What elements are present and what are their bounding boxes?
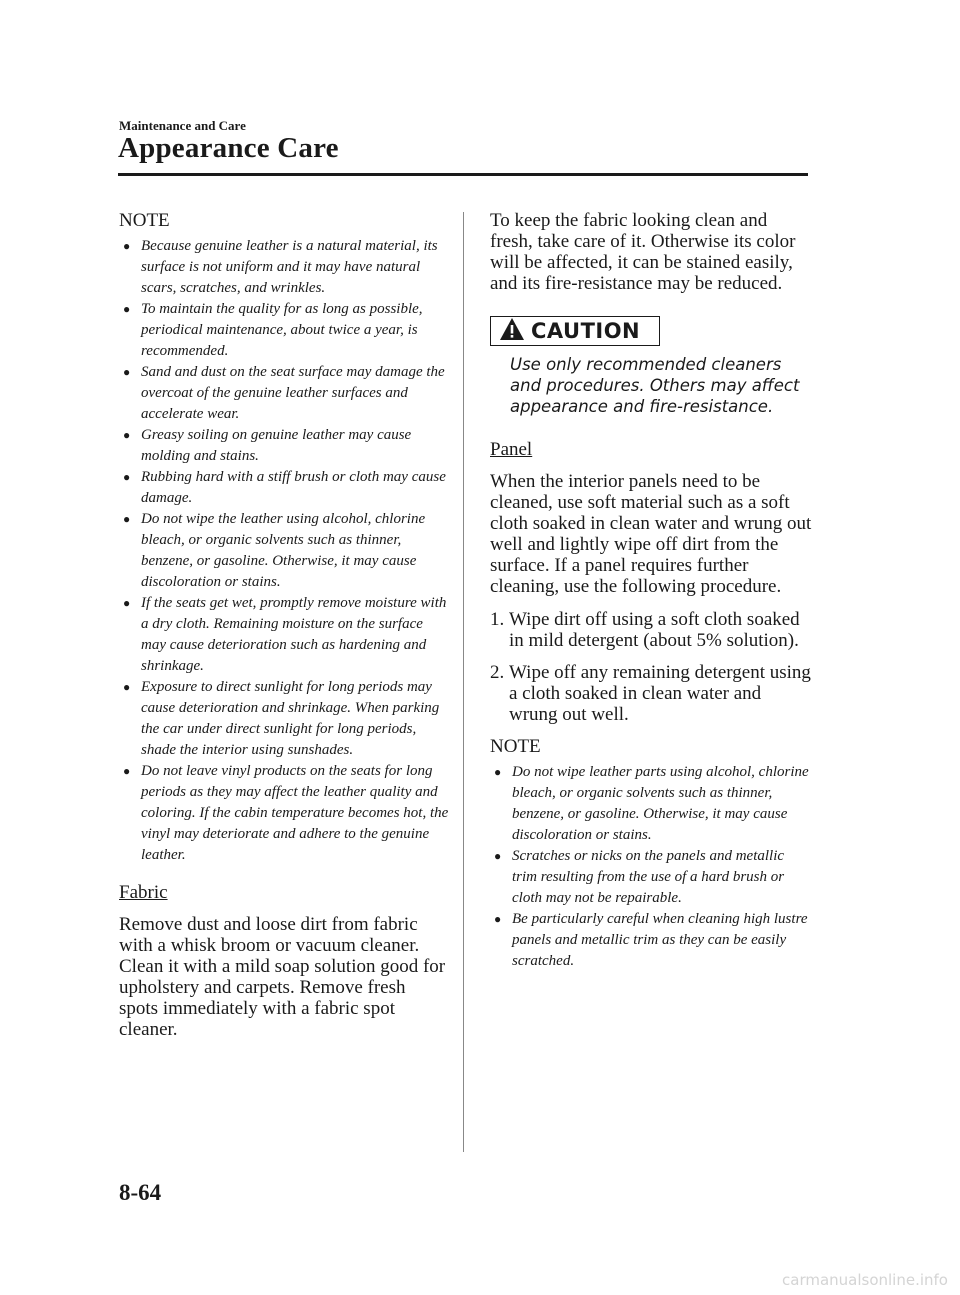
page-title: Appearance Care: [118, 132, 339, 164]
list-item: ● Be particularly careful when cleaning high lustre panels and metallic trim as they can be easily scratched.: [494, 911, 808, 969]
footer-url: carmanualsonline.info: [782, 1271, 948, 1289]
column-divider: [463, 212, 464, 1152]
note-heading: NOTE: [119, 210, 170, 231]
caution-text: Use only recommended cleaners and procedures. Others may affect appearance and fire-resistance.: [510, 355, 800, 416]
bullet-icon: ●: [123, 428, 131, 442]
list-item: ● Rubbing hard with a stiff brush or cloth may cause damage.: [123, 469, 446, 506]
caution-box: [490, 316, 660, 346]
panel-heading: Panel: [490, 439, 533, 460]
left-column: [119, 210, 449, 1040]
list-item: 1. Wipe dirt off using a soft cloth soaked in mild detergent (about 5% solution).: [490, 609, 800, 651]
bullet-icon: ●: [123, 239, 131, 253]
panel-note-list: [490, 762, 812, 972]
bullet-icon: ●: [123, 470, 131, 484]
caution-label: CAUTION: [531, 319, 641, 343]
bullet-icon: ●: [123, 512, 131, 526]
warning-icon: [499, 317, 525, 346]
panel-steps: [490, 609, 812, 725]
list-item: ● Do not wipe the leather using alcohol, chlorine bleach, or organic solvents such as thinner, benzene, or gasoline. Otherwise, it may cause discoloration or stains.: [123, 511, 426, 590]
bullet-icon: ●: [494, 912, 502, 926]
list-item: ● Sand and dust on the seat surface may damage the overcoat of the genuine leather surfaces and accelerate wear.: [123, 364, 445, 422]
list-item: ● If the seats get wet, promptly remove moisture with a dry cloth. Remaining moisture on the surface may cause deterioration such as hardening and shrinkage.: [123, 595, 447, 674]
list-item: ● Because genuine leather is a natural material, its surface is not uniform and it may have natural scars, scratches, and wrinkles.: [123, 238, 438, 296]
bullet-icon: ●: [123, 596, 131, 610]
leather-note-list: [119, 236, 449, 866]
list-item: ● Greasy soiling on genuine leather may cause molding and stains.: [123, 427, 412, 464]
bullet-icon: ●: [123, 680, 131, 694]
list-item: 2. Wipe off any remaining detergent using a cloth soaked in clean water and wrung out well.: [490, 662, 811, 725]
fabric-text: Remove dust and loose dirt from fabric with a whisk broom or vacuum cleaner. Clean it with a mild soap solution good for upholstery and carpets. Remove fresh spots immediately with a fabric spot cleaner.: [119, 914, 446, 1040]
page-number: 8-64: [119, 1180, 162, 1205]
right-column: [490, 210, 812, 972]
fabric-heading: Fabric: [119, 882, 168, 903]
title-rule: [118, 173, 808, 176]
bullet-icon: ●: [494, 765, 502, 779]
section-label: Maintenance and Care: [119, 118, 246, 133]
list-item: ● Do not leave vinyl products on the seats for long periods as they may affect the leather quality and coloring. If the cabin temperature becomes hot, the vinyl may deteriorate and adhere to the genuine leather.: [123, 763, 449, 863]
list-item: ● To maintain the quality for as long as possible, periodical maintenance, about twice a year, is recommended.: [123, 301, 423, 359]
list-item: ● Do not wipe leather parts using alcohol, chlorine bleach, or organic solvents such as thinner, benzene, or gasoline. Otherwise, it may cause discoloration or stains.: [494, 764, 809, 843]
list-item: ● Scratches or nicks on the panels and metallic trim resulting from the use of a hard brush or cloth may not be repairable.: [494, 848, 785, 906]
bullet-icon: ●: [123, 365, 131, 379]
note-heading: NOTE: [490, 736, 541, 757]
list-item: ● Exposure to direct sunlight for long periods may cause deterioration and shrinkage. When parking the car under direct sunlight for long periods, shade the interior using sunshades.: [123, 679, 440, 758]
bullet-icon: ●: [123, 764, 131, 778]
bullet-icon: ●: [494, 849, 502, 863]
panel-text: When the interior panels need to be cleaned, use soft material such as a soft cloth soaked in clean water and wrung out well and lightly wipe off dirt from the surface. If a panel requires further cleaning, use the following procedure.: [490, 471, 812, 597]
fabric-intro-text: To keep the fabric looking clean and fresh, take care of it. Otherwise its color will be affected, it can be stained easily, and its fire-resistance may be reduced.: [490, 210, 796, 294]
bullet-icon: ●: [123, 302, 131, 316]
